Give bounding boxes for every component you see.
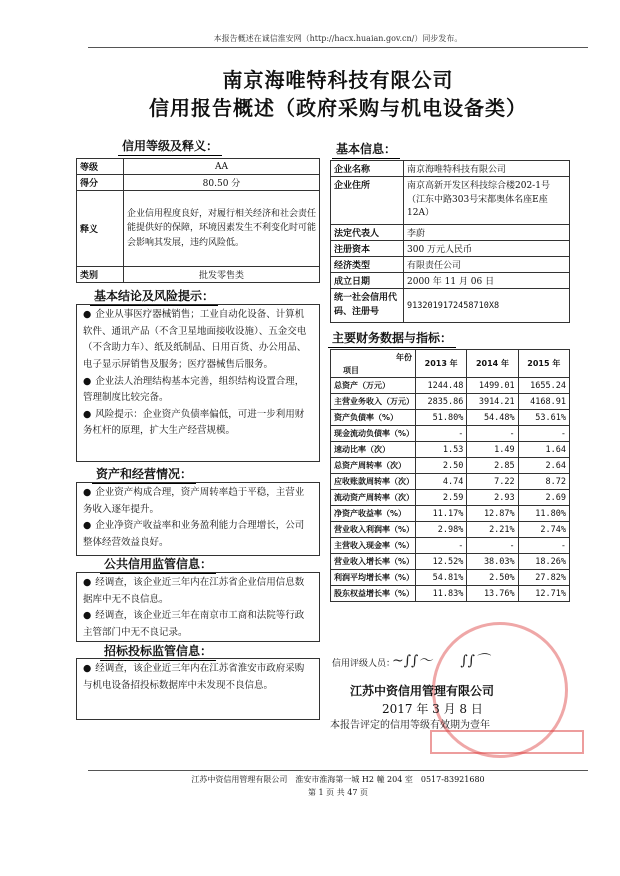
metric-label: 总资产（万元） (331, 378, 416, 394)
table-row (331, 506, 570, 522)
year-2013: 2013 年 (416, 350, 467, 378)
metric-value: 12.71% (518, 586, 569, 602)
header-note: 本报告概述在诚信淮安网（http://hacx.huaian.gov.cn/）同步发布。 (213, 34, 463, 43)
metric-value: 2.98% (416, 522, 467, 538)
conclusions-box (76, 304, 320, 462)
table-row (331, 554, 570, 570)
founded-value: 2000 年 11 月 06 日 (404, 273, 570, 289)
founded-label: 成立日期 (331, 273, 404, 289)
table-row (331, 273, 570, 289)
definition-value: 企业信用程度良好，对履行相关经济和社会责任能提供好的保障，环境因素发生不利变化时可能会影响其发展，违约风险低。 (124, 191, 320, 267)
bullet-icon: ● (83, 309, 92, 320)
footer-rule (88, 770, 588, 771)
metric-value: 1655.24 (518, 378, 569, 394)
metric-value: 13.76% (467, 586, 518, 602)
table-row (331, 378, 570, 394)
footer-contact: 江苏中资信用管理有限公司 淮安市淮海第一城 H2 幢 204 室 0517-83921680 (191, 775, 485, 784)
metric-value: 2.69 (518, 490, 569, 506)
company-name-label: 企业名称 (331, 161, 404, 177)
table-row (331, 289, 570, 323)
metric-value: 2.21% (467, 522, 518, 538)
year-header: 年份 (396, 352, 412, 362)
metric-label: 现金流动负债率（%） (331, 426, 416, 442)
metric-value: 2835.86 (416, 394, 467, 410)
metric-label: 营业收入利润率（%） (331, 522, 416, 538)
credit-code-value: 9132019172458710X8 (404, 289, 570, 323)
metric-value: 8.72 (518, 474, 569, 490)
table-row (77, 191, 320, 267)
metric-value: - (518, 426, 569, 442)
table-row (331, 570, 570, 586)
list-item: ● 企业从事医疗器械销售；工业自动化设备、计算机软件、通讯产品（不含卫星地面接收设施）、五金交电（不含助力车）、纸及纸制品、日用百货、办公用品、电子显示屏销售及服务；医疗器械售后服务。 (83, 309, 307, 370)
footer-page-number: 第 1 页 共 47 页 (308, 788, 368, 797)
bullet-icon: ● (83, 520, 92, 532)
category-value: 批发零售类 (124, 267, 320, 283)
financial-title: 主要财务数据与指标： (332, 331, 453, 345)
metric-label: 营业收入增长率（%） (331, 554, 416, 570)
table-row (331, 177, 570, 225)
econ-type-value: 有限责任公司 (404, 257, 570, 273)
signature-mark: ~∫∫～ ∫∫⌒ (392, 653, 489, 669)
header-rule (88, 47, 588, 48)
financial-table (330, 349, 570, 602)
metric-label: 总资产周转率（次） (331, 458, 416, 474)
metric-value: 7.22 (467, 474, 518, 490)
bullet-icon: ● (83, 375, 92, 387)
basic-info-table (330, 160, 570, 323)
table-row (331, 426, 570, 442)
metric-value: 3914.21 (467, 394, 518, 410)
metric-value: - (467, 426, 518, 442)
metric-value: 12.87% (467, 506, 518, 522)
conclusions-title: 基本结论及风险提示： (94, 289, 215, 303)
list-item: ● 企业资产构成合理，资产周转率趋于平稳，主营业务收入逐年提升。 (83, 487, 305, 515)
metric-label: 利润平均增长率（%） (331, 570, 416, 586)
evaluator-label: 信用评级人员： (332, 659, 396, 669)
signing-company: 江苏中资信用管理有限公司 (350, 684, 495, 698)
capital-value: 300 万元人民币 (404, 241, 570, 257)
bidding-title: 招标投标监管信息： (104, 644, 213, 658)
metric-value: 4.74 (416, 474, 467, 490)
grade-label: 等级 (77, 159, 124, 175)
list-item: ● 风险提示：企业资产负债率偏低，可进一步利用财务杠杆的原理，扩大生产经营规模。 (83, 408, 305, 437)
metric-value: - (518, 538, 569, 554)
legal-rep-label: 法定代表人 (331, 225, 404, 241)
metric-label: 资产负债率（%） (331, 410, 416, 426)
credit-grade-title: 信用等级及释义： (122, 139, 219, 153)
report-title: 信用报告概述（政府采购与机电设备类） (149, 96, 527, 120)
metric-value: 2.50 (416, 458, 467, 474)
report-company-title: 南京海唯特科技有限公司 (222, 68, 454, 92)
score-value: 80.50 分 (124, 175, 320, 191)
metric-value: 27.82% (518, 570, 569, 586)
metric-value: 1.53 (416, 442, 467, 458)
table-row (331, 490, 570, 506)
validity-note: 本报告评定的信用等级有效期为壹年 (330, 720, 490, 731)
table-row (77, 175, 320, 191)
metric-value: 1499.01 (467, 378, 518, 394)
list-item: ● 经调查，该企业近三年在南京市工商和法院等行政主管部门中无不良记录。 (83, 610, 305, 638)
basic-info-title: 基本信息： (336, 142, 397, 156)
table-row (77, 159, 320, 175)
list-item: ● 经调查，该企业近三年内在江苏省淮安市政府采购与机电设备招投标数据库中未发现不良信息。 (83, 663, 305, 691)
table-row (331, 394, 570, 410)
table-row (331, 257, 570, 273)
address-value: 南京高新开发区科技综合楼202-1号（江东中路303号宋都奥体名座E座12A） (404, 177, 570, 225)
bullet-icon: ● (83, 408, 92, 420)
metric-value: - (467, 538, 518, 554)
validity-stamp (430, 730, 584, 754)
company-name-value: 南京海唯特科技有限公司 (404, 161, 570, 177)
metric-label: 股东权益增长率（%） (331, 586, 416, 602)
public-credit-box (76, 572, 320, 642)
public-credit-title: 公共信用监管信息： (104, 557, 213, 571)
table-row (77, 267, 320, 283)
bullet-icon: ● (83, 487, 92, 498)
table-row (331, 458, 570, 474)
metric-value: 38.03% (467, 554, 518, 570)
table-row (331, 241, 570, 257)
year-2015: 2015 年 (518, 350, 569, 378)
metric-label: 主营收入现金率（%） (331, 538, 416, 554)
bidding-box (76, 658, 320, 720)
metric-value: 54.81% (416, 570, 467, 586)
list-item: ● 企业净资产收益率和业务盈利能力合理增长，公司整体经营效益良好。 (83, 520, 305, 548)
metric-value: 1244.48 (416, 378, 467, 394)
financial-rows (331, 378, 570, 602)
metric-label: 主营业务收入（万元） (331, 394, 416, 410)
score-label: 得分 (77, 175, 124, 191)
metric-value: 1.49 (467, 442, 518, 458)
legal-rep-value: 李蔚 (404, 225, 570, 241)
metric-value: 2.64 (518, 458, 569, 474)
table-row (331, 522, 570, 538)
table-row (331, 474, 570, 490)
metric-value: 2.93 (467, 490, 518, 506)
metric-value: 2.59 (416, 490, 467, 506)
metric-value: 11.80% (518, 506, 569, 522)
corner-cell (331, 350, 416, 378)
metric-value: - (416, 426, 467, 442)
grade-value: AA (124, 159, 320, 175)
assets-title: 资产和经营情况： (96, 467, 193, 481)
metric-value: 4168.91 (518, 394, 569, 410)
table-row (331, 410, 570, 426)
year-2014: 2014 年 (467, 350, 518, 378)
bullet-icon: ● (83, 663, 92, 674)
metric-label: 净资产收益率（%） (331, 506, 416, 522)
address-label: 企业住所 (331, 177, 404, 225)
metric-value: 18.26% (518, 554, 569, 570)
metric-value: 1.64 (518, 442, 569, 458)
metric-label: 速动比率（次） (331, 442, 416, 458)
table-row (331, 586, 570, 602)
table-header-row (331, 350, 570, 378)
category-label: 类别 (77, 267, 124, 283)
metric-value: - (416, 538, 467, 554)
list-item: ● 经调查，该企业近三年内在江苏省企业信用信息数据库中无不良信息。 (83, 577, 305, 605)
metric-value: 51.80% (416, 410, 467, 426)
bullet-icon: ● (83, 610, 92, 622)
metric-value: 2.50% (467, 570, 518, 586)
metric-value: 2.85 (467, 458, 518, 474)
table-row (331, 161, 570, 177)
econ-type-label: 经济类型 (331, 257, 404, 273)
credit-code-label: 统一社会信用代码、注册号 (331, 289, 404, 323)
metric-value: 2.74% (518, 522, 569, 538)
metric-value: 12.52% (416, 554, 467, 570)
metric-value: 11.83% (416, 586, 467, 602)
assets-box (76, 482, 320, 556)
list-item: ● 企业法人治理结构基本完善，组织结构设置合理，管理制度比较完备。 (83, 375, 305, 404)
table-row (331, 225, 570, 241)
item-header: 项目 (343, 365, 359, 375)
definition-label: 释义 (77, 191, 124, 267)
capital-label: 注册资本 (331, 241, 404, 257)
table-row (331, 442, 570, 458)
metric-value: 53.61% (518, 410, 569, 426)
metric-label: 应收账款周转率（次） (331, 474, 416, 490)
table-row (331, 538, 570, 554)
credit-grade-table (76, 158, 320, 283)
signing-date: 2017 年 3 月 8 日 (382, 702, 483, 716)
bullet-icon: ● (83, 577, 92, 588)
metric-value: 11.17% (416, 506, 467, 522)
metric-value: 54.48% (467, 410, 518, 426)
metric-label: 流动资产周转率（次） (331, 490, 416, 506)
